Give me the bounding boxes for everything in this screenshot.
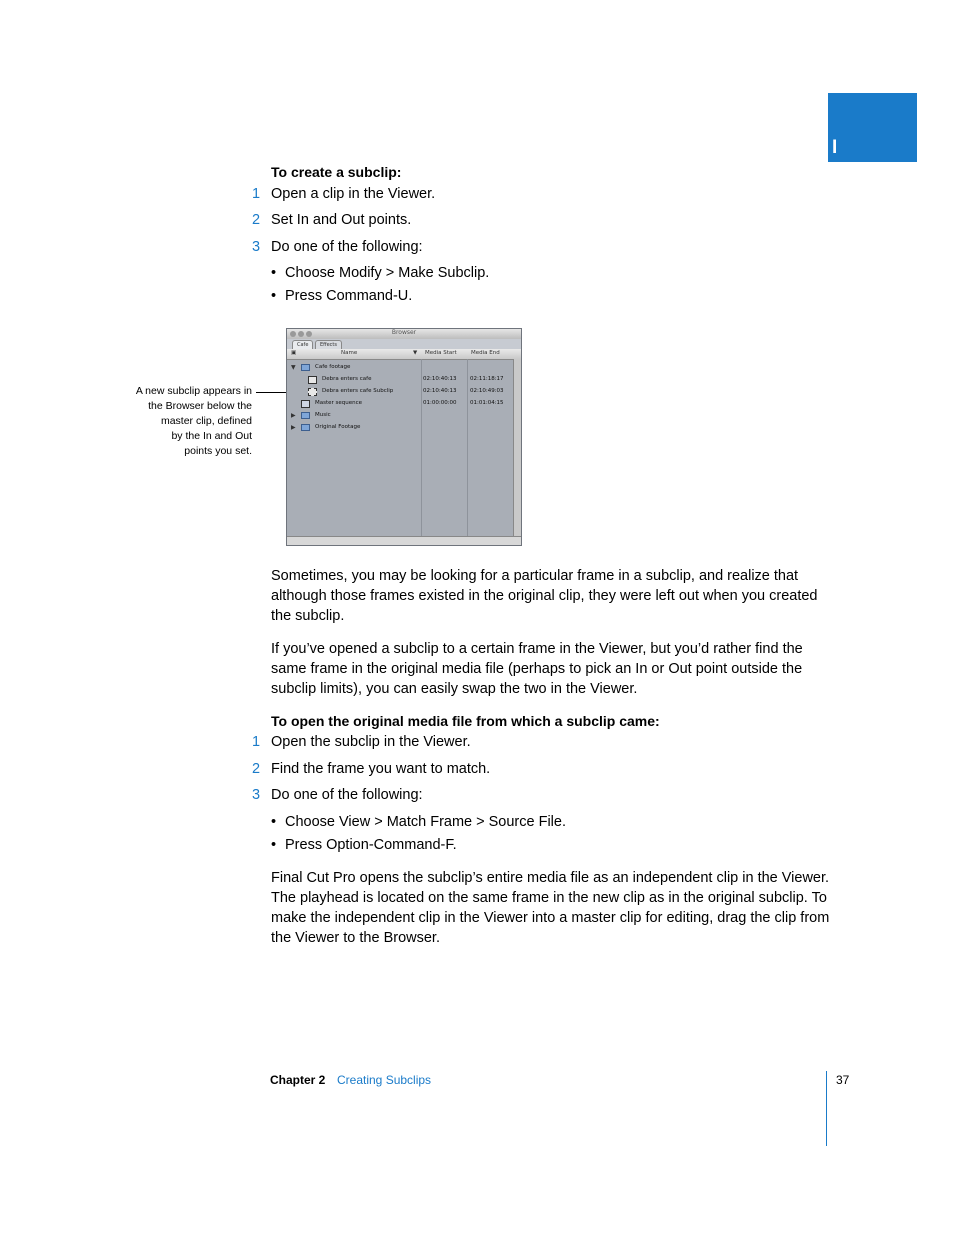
- bullet-marker: •: [271, 265, 277, 281]
- browser-tabs: [287, 339, 521, 349]
- folder-icon: [301, 364, 310, 373]
- disclosure-open-icon[interactable]: ▼: [291, 364, 296, 371]
- subclip-icon: [308, 388, 317, 398]
- step-number: 2: [252, 761, 261, 777]
- step-number: 1: [252, 186, 261, 202]
- step-text: Find the frame you want to match.: [271, 761, 491, 777]
- row-media-start: 02:10:40:13: [423, 388, 457, 394]
- section-heading-create-subclip: To create a subclip:: [271, 164, 402, 180]
- sort-icon[interactable]: ▼: [413, 350, 418, 356]
- browser-column-header: [287, 349, 521, 360]
- footer-chapter: Chapter 2: [270, 1073, 326, 1087]
- bullet-item: Press Option-Command-F.: [285, 837, 457, 853]
- row-media-start: 02:10:40:13: [423, 376, 457, 382]
- tab-effects[interactable]: Effects: [315, 340, 342, 350]
- row-media-start: 01:00:00:00: [423, 400, 457, 406]
- disclosure-closed-icon[interactable]: ▶: [291, 424, 296, 431]
- vertical-scrollbar[interactable]: [513, 359, 521, 537]
- step-text: Set In and Out points.: [271, 212, 412, 228]
- row-name: Master sequence: [315, 400, 363, 406]
- callout-line: by the In and Out: [171, 430, 252, 442]
- browser-row[interactable]: [287, 386, 521, 398]
- step-text: Do one of the following:: [271, 239, 423, 255]
- bullet-item: Choose Modify > Make Subclip.: [285, 265, 490, 281]
- row-media-end: 02:11:18:17: [470, 376, 504, 382]
- column-name[interactable]: Name: [341, 350, 358, 356]
- row-media-end: 01:01:04:15: [470, 400, 504, 406]
- column-media-end[interactable]: Media End: [471, 350, 500, 356]
- step-number: 3: [252, 239, 261, 255]
- footer-chapter-title[interactable]: Creating Subclips: [337, 1073, 432, 1087]
- step-text: Open the subclip in the Viewer.: [271, 734, 471, 750]
- chapter-tab-label: I: [832, 137, 838, 158]
- body-paragraph: Sometimes, you may be looking for a particular frame in a subclip, and realize that although those frames existed in the original clip, they were left out when you created the subclip.: [271, 568, 818, 624]
- clip-icon: [308, 376, 317, 386]
- folder-icon: [301, 424, 310, 433]
- step-number: 1: [252, 734, 261, 750]
- row-name: Cafe footage: [315, 364, 351, 370]
- body-paragraph: Final Cut Pro opens the subclip’s entire media file as an independent clip in the Viewer. The playhead is located on the same frame in the new clip as in the original subclip. To make the independent clip in the Viewer into a master clip for editing, drag the clip from the Viewer to the Browser.: [271, 870, 830, 946]
- section-heading-open-original: To open the original media file from which a subclip came:: [271, 713, 660, 729]
- disclosure-closed-icon[interactable]: ▶: [291, 412, 296, 419]
- bullet-marker: •: [271, 837, 277, 853]
- column-media-start[interactable]: Media Start: [425, 350, 457, 356]
- browser-row[interactable]: [287, 410, 521, 422]
- bullet-marker: •: [271, 814, 277, 830]
- step-text: Do one of the following:: [271, 787, 423, 803]
- callout-line: A new subclip appears in: [135, 385, 252, 397]
- bullet-item: Choose View > Match Frame > Source File.: [285, 814, 566, 830]
- footer-divider: [826, 1071, 827, 1146]
- row-name: Debra enters cafe Subclip: [322, 388, 394, 394]
- browser-window: [286, 328, 522, 546]
- page-number: 37: [836, 1073, 850, 1087]
- clapper-icon: ▣: [291, 350, 297, 356]
- sequence-icon: [301, 400, 310, 410]
- bullet-item: Press Command-U.: [285, 288, 413, 304]
- callout-line: the Browser below the: [148, 400, 252, 412]
- browser-title: Browser: [391, 329, 417, 336]
- callout-line: master clip, defined: [160, 415, 252, 427]
- browser-row[interactable]: [287, 362, 521, 374]
- step-number: 2: [252, 212, 261, 228]
- body-paragraph: If you’ve opened a subclip to a certain frame in the Viewer, but you’d rather find the same frame in the original media file (perhaps to pick an In or Out point outside the subclip limits), you can easily swap the two in the Viewer.: [271, 641, 803, 697]
- row-name: Debra enters cafe: [322, 376, 372, 382]
- row-name: Music: [315, 412, 331, 418]
- row-media-end: 02:10:49:03: [470, 388, 504, 394]
- browser-row[interactable]: [287, 374, 521, 386]
- chapter-tab: [828, 93, 917, 162]
- step-text: Open a clip in the Viewer.: [271, 186, 436, 202]
- tab-cafe[interactable]: Cafe: [292, 340, 313, 350]
- folder-icon: [301, 412, 310, 421]
- browser-row[interactable]: [287, 422, 521, 434]
- callout-line: points you set.: [184, 445, 252, 457]
- row-name: Original Footage: [315, 424, 361, 430]
- browser-row[interactable]: [287, 398, 521, 410]
- figure-callout: [122, 384, 252, 459]
- step-number: 3: [252, 787, 261, 803]
- bullet-marker: •: [271, 288, 277, 304]
- horizontal-scrollbar[interactable]: [287, 536, 521, 545]
